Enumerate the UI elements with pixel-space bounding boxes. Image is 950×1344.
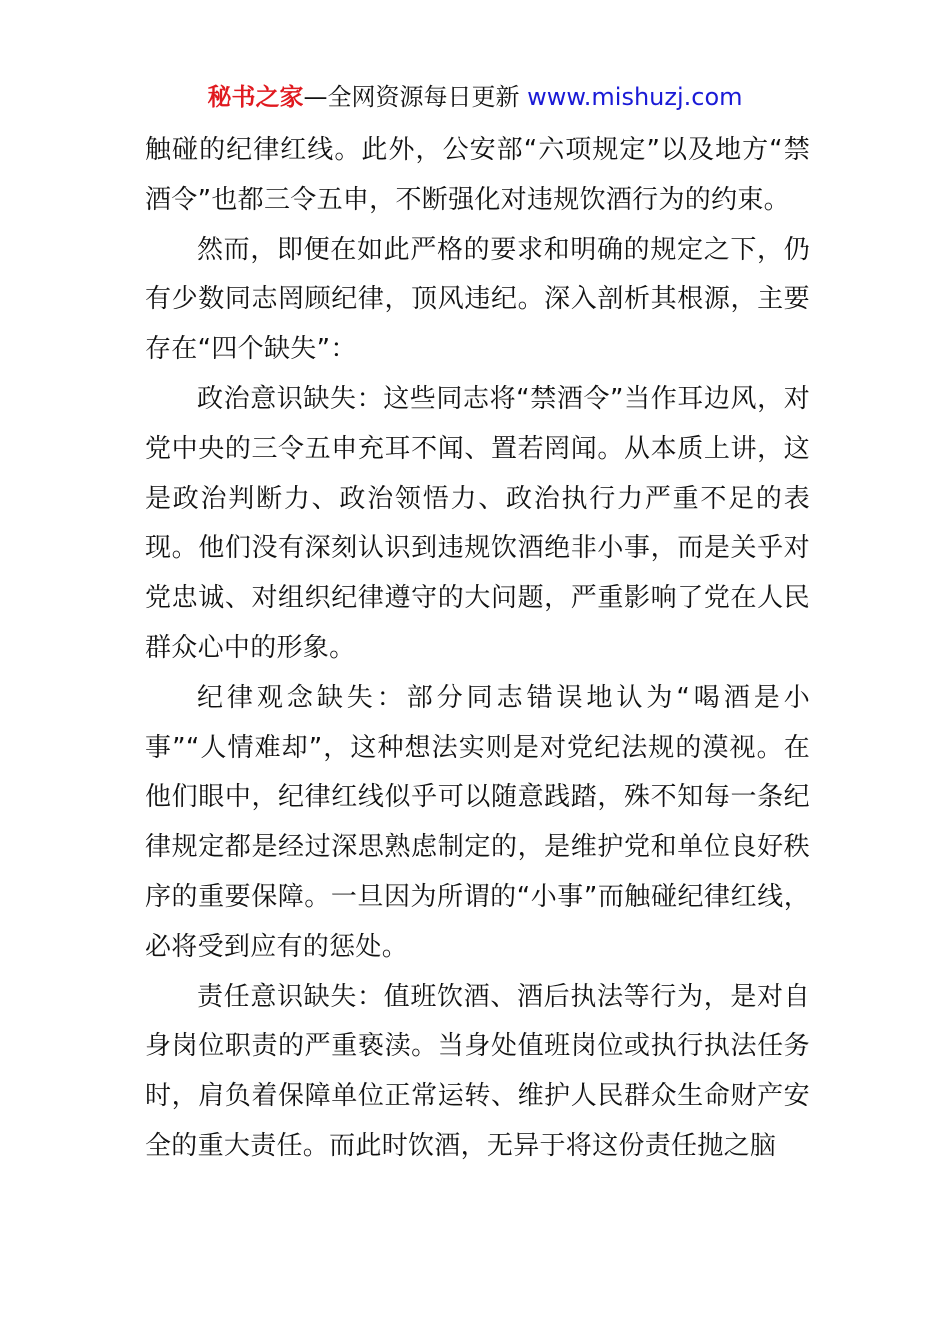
- brand-name: 秘书之家: [207, 83, 304, 111]
- header-tagline: —全网资源每日更新: [303, 83, 528, 111]
- paragraph-discipline-concept: 纪律观念缺失：部分同志错误地认为“喝酒是小事”“人情难却”，这种想法实则是对党纪法规的漠视。在他们眼中，纪律红线似乎可以随意践踏，殊不知每一条纪律规定都是经过深思熟虑制定的，是维护党和单位良好秩序的重要保障。一旦因为所谓的“小事”而触碰纪律红线，必将受到应有的惩处。: [145, 682, 810, 962]
- paragraph-continuation: 触碰的纪律红线。此外，公安部“六项规定”以及地方“禁酒令”也都三令五申，不断强化对违规饮酒行为的约束。: [145, 135, 810, 215]
- paragraph-responsibility-awareness: 责任意识缺失：值班饮酒、酒后执法等行为，是对自身岗位职责的严重亵渎。当身处值班岗位或执行执法任务时，肩负着保障单位正常运转、维护人民群众生命财产安全的重大责任。而此时饮酒，无异于将这份责任抛之脑: [145, 981, 810, 1161]
- document-body: [145, 126, 810, 1172]
- site-url-link[interactable]: www.mishuzj.com: [527, 83, 743, 111]
- paragraph-political-awareness: 政治意识缺失：这些同志将“禁酒令”当作耳边风，对党中央的三令五申充耳不闻、置若罔闻。从本质上讲，这是政治判断力、政治领悟力、政治执行力严重不足的表现。他们没有深刻认识到违规饮酒绝非小事，而是关乎对党忠诚、对组织纪律遵守的大问题，严重影响了党在人民群众心中的形象。: [145, 383, 810, 663]
- site-header: [0, 80, 950, 114]
- paragraph-four-deficits-intro: 然而，即便在如此严格的要求和明确的规定之下，仍有少数同志罔顾纪律，顶风违纪。深入剖析其根源，主要存在“四个缺失”：: [145, 234, 810, 365]
